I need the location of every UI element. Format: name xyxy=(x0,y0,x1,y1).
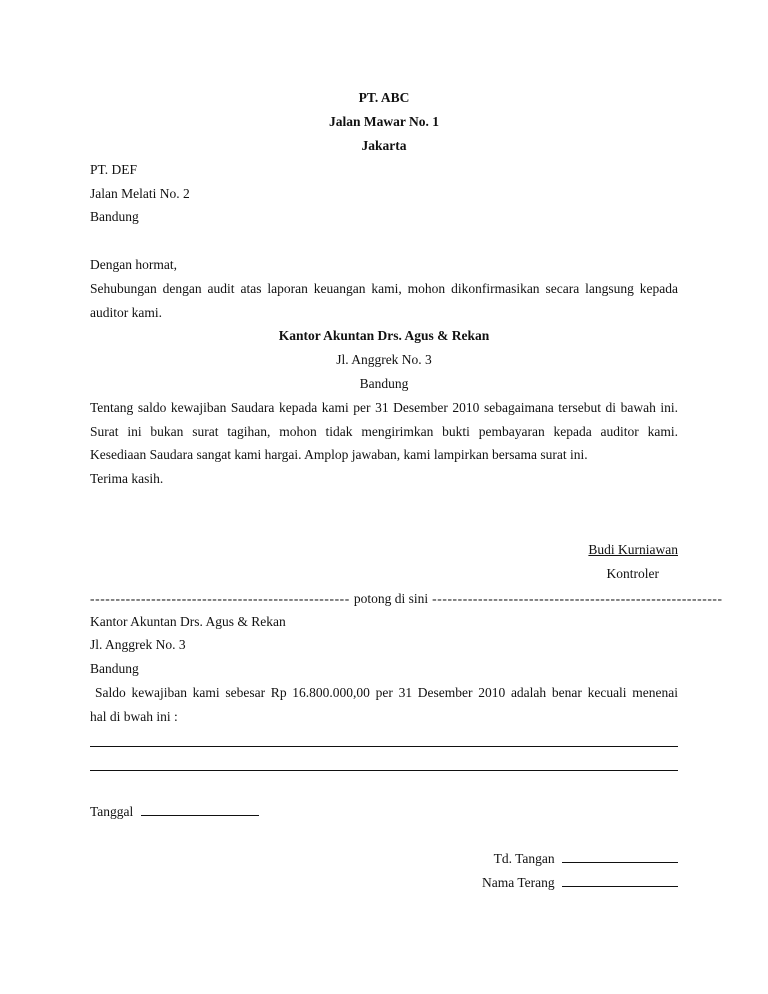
date-row xyxy=(90,802,678,822)
recipient-city: Bandung xyxy=(90,209,139,224)
statement-line-1: Saldo kewajiban kami sebesar Rp 16.800.000,00 per 31 Desember 2010 adalah benar kecuali menenai xyxy=(95,685,678,700)
recipient-name: PT. DEF xyxy=(90,162,138,177)
printed-name-label: Nama Terang xyxy=(481,875,555,890)
sender-city: Jakarta xyxy=(361,138,407,153)
signer-title: Kontroler xyxy=(606,566,659,581)
cut-line-label: potong di sini xyxy=(353,591,429,606)
auditor-street: Jl. Anggrek No. 3 xyxy=(336,352,432,367)
cut-line xyxy=(90,589,723,609)
printed-name-field[interactable] xyxy=(562,873,678,887)
reply-addressee-city: Bandung xyxy=(90,661,139,676)
cut-line-left: --------------------------------------------------- xyxy=(90,591,350,606)
exception-answer-line-1[interactable] xyxy=(90,746,678,747)
signature-field[interactable] xyxy=(562,849,678,863)
date-label: Tanggal xyxy=(90,804,134,819)
signer-name xyxy=(90,540,678,560)
body-line-1: Tentang saldo kewajiban Saudara kepada kami per 31 Desember 2010 sebagaimana tersebut di bawah ini. xyxy=(90,400,678,415)
intro-line-2: auditor kami. xyxy=(90,305,162,320)
signer-name-text: Budi Kurniawan xyxy=(588,542,678,557)
sender-street: Jalan Mawar No. 1 xyxy=(329,114,439,129)
reply-addressee-name: Kantor Akuntan Drs. Agus & Rekan xyxy=(90,614,286,629)
reply-addressee-street: Jl. Anggrek No. 3 xyxy=(90,637,186,652)
intro-line-1: Sehubungan dengan audit atas laporan keuangan kami, mohon dikonfirmasikan secara langsung kepada xyxy=(90,281,678,296)
auditor-city: Bandung xyxy=(359,376,409,391)
greeting: Dengan hormat, xyxy=(90,257,177,272)
signature-label: Td. Tangan xyxy=(493,851,555,866)
body-line-3: Kesediaan Saudara sangat kami hargai. Amplop jawaban, kami lampirkan bersama surat ini. xyxy=(90,447,588,462)
exception-answer-line-2[interactable] xyxy=(90,770,678,771)
auditor-name: Kantor Akuntan Drs. Agus & Rekan xyxy=(278,328,490,343)
statement-line-2: hal di bwah ini : xyxy=(90,709,178,724)
cut-line-right: --------------------------------------------------------- xyxy=(432,591,723,606)
date-field[interactable] xyxy=(141,802,259,816)
body-line-2: Surat ini bukan surat tagihan, mohon tidak mengirimkan bukti pembayaran kepada auditor kami. xyxy=(90,424,678,439)
signature-row xyxy=(90,849,678,869)
printed-name-row xyxy=(90,873,678,893)
sender-name: PT. ABC xyxy=(358,90,410,105)
closing: Terima kasih. xyxy=(90,471,164,486)
letter-page xyxy=(90,0,723,994)
recipient-street: Jalan Melati No. 2 xyxy=(90,186,190,201)
